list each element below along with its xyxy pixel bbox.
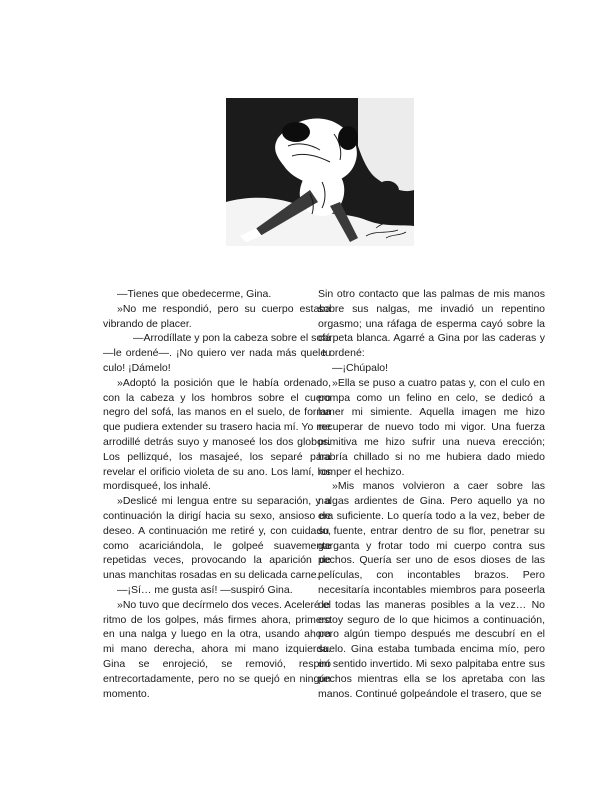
illustration — [226, 98, 414, 246]
paragraph: —¡Sí… me gusta así! —suspiró Gina. — [117, 583, 293, 596]
paragraph: »No tuvo que decírmelo dos veces. Aceleré el ritmo de los golpes, más firmes ahora, primero en una nalga y luego en la otra, usando ahora mi mano derecha, ahora mi mano izquierda. Gina se enrojeció, se removió, respiró entrecortadamente, pero no se quejó en ningún momento. — [103, 598, 331, 700]
paragraph: —Arrodíllate y pon la cabeza sobre el sofá —le ordené—. ¡No quiero ver nada más que tu culo! ¡Dámelo! — [103, 332, 331, 374]
paragraph: —Tienes que obedecerme, Gina. — [117, 288, 272, 300]
paragraph: »Mis manos volvieron a caer sobre las nalgas ardientes de Gina. Pero aquello ya no era suficiente. Lo quería todo a la vez, beber de su fuente, entrar dentro de su flor, penetrar su garganta y frotar todo mi cuerpo contra sus pechos. Quería ser uno de esos dioses de las películas, con incontables brazos. Pero necesitaría incontables miembros para poseerla de todas las maneras posibles a la vez… No estoy seguro de lo que hicimos a continuación, pero algún tiempo después me descubrí en el suelo. Gina estaba tumbada encima mío, pero en sentido invertido. Mi sexo palpitaba entre sus pechos mientras ella se los apretaba con las manos. Continué golpeándole el trasero, que se — [318, 480, 545, 700]
paragraph: »Ella se puso a cuatro patas y, con el culo en pompa como un felino en celo, se dedicó a lamer mi simiente. Aquella imagen me hizo recuperar de nuevo todo mi vigor. Una fuerza primitiva me hizo sufrir una nueva erección; habría chillado si no me hubiera dado miedo romper el hechizo. — [318, 376, 545, 478]
paragraph: Sin otro contacto que las palmas de mis manos sobre sus nalgas, me invadió un repentino orgasmo; una ráfaga de esperma cayó sobre la carpeta blanca. Agarré a Gina por las caderas y le ordené: — [318, 288, 545, 360]
erotic-illustration-vignette-icon — [226, 98, 414, 246]
text-column-right — [318, 287, 545, 701]
paragraph: »No me respondió, pero su cuerpo estaba vibrando de placer. — [103, 302, 331, 330]
paragraph: —¡Chúpalo! — [332, 361, 389, 374]
text-column-left — [103, 287, 331, 701]
paragraph: »Adoptó la posición que le había ordenado, con la cabeza y los hombros sobre el cuero negro del sofá, las manos en el suelo, de forma que pudiera extender su trasero hacia mí. Yo me arrodillé detrás suyo y manoseé los dos globos. Los pellizqué, los masajeé, los separé para revelar el orificio violeta de su ano. Los lamí, los mordisqueé, los inhalé. — [103, 376, 331, 493]
paragraph: »Deslicé mi lengua entre su separación, y a continuación la dirigí hacia su sexo, ansioso de deseo. A continuación me retiré y, con cuidado, como acariciándola, le golpeé suavemente repetidas veces, provocando la aparición de unas manchitas rosadas en su delicada carne. — [103, 495, 331, 582]
